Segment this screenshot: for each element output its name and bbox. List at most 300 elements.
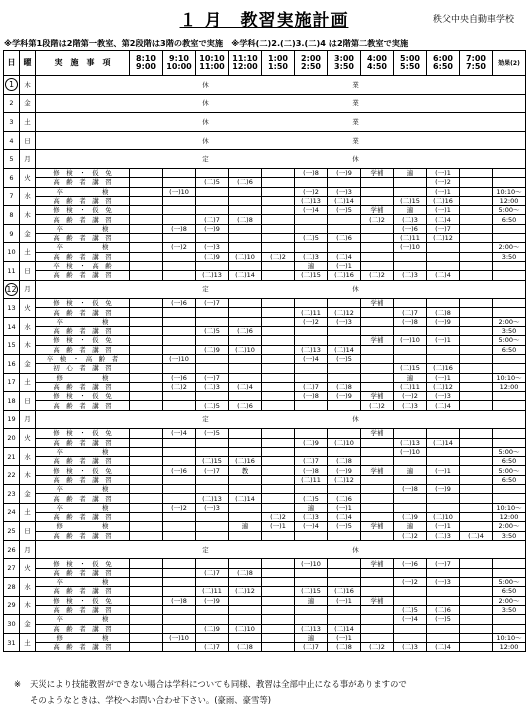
slot-cell: (二)6 (229, 401, 262, 410)
slot-cell: (二)6 (229, 327, 262, 336)
effect-cell (493, 429, 526, 438)
slot-cell (130, 243, 163, 252)
slot-cell (196, 308, 229, 317)
slot-cell: (一)5 (328, 354, 361, 363)
weekday: 月 (20, 540, 36, 559)
slot-cell: (二)4 (328, 252, 361, 261)
slot-cell (394, 429, 427, 438)
slot-cell (262, 559, 295, 568)
effect-cell (493, 299, 526, 308)
header-weekday: 曜 (20, 51, 36, 76)
slot-cell (460, 354, 493, 363)
slot-cell (295, 178, 328, 187)
slot-cell (163, 206, 196, 215)
schedule-row (4, 643, 526, 652)
slot-cell (229, 485, 262, 494)
item-label: 卒 検 (36, 615, 130, 624)
slot-cell (295, 327, 328, 336)
slot-cell (262, 587, 295, 596)
schedule-row (4, 522, 526, 531)
slot-cell (196, 187, 229, 196)
slot-cell (394, 252, 427, 261)
slot-cell: (一)10 (295, 559, 328, 568)
school-name: 秩父中央自動車学校 (432, 15, 514, 25)
effect-cell (493, 354, 526, 363)
slot-cell (361, 252, 394, 261)
slot-cell (163, 512, 196, 521)
slot-cell (460, 578, 493, 587)
effect-cell (493, 568, 526, 577)
slot-cell (229, 299, 262, 308)
item-label: 高 齢 者 講 習 (36, 215, 130, 224)
item-label: 高 齢 者 講 習 (36, 568, 130, 577)
holiday-label-b: 業 (352, 80, 359, 89)
slot-cell (163, 168, 196, 177)
slot-cell (460, 234, 493, 243)
slot-cell (130, 215, 163, 224)
weekday: 木 (20, 76, 36, 95)
slot-cell (262, 206, 295, 215)
effect-cell: 12:00 (493, 512, 526, 521)
slot-cell: 学補 (361, 299, 394, 308)
slot-cell (262, 475, 295, 484)
slot-cell: (一)1 (427, 522, 460, 531)
slot-cell (460, 317, 493, 326)
slot-cell (295, 224, 328, 233)
day-row (4, 280, 526, 299)
item-label: 修 検 ・ 仮 免 (36, 429, 130, 438)
slot-cell: (一)2 (163, 503, 196, 512)
slot-cell (460, 373, 493, 382)
slot-cell: (一)4 (295, 354, 328, 363)
schedule-row (4, 596, 526, 605)
slot-cell (130, 271, 163, 280)
slot-cell (130, 503, 163, 512)
day-number: 30 (4, 615, 20, 634)
slot-cell (262, 624, 295, 633)
schedule-row (4, 261, 526, 270)
slot-cell (427, 633, 460, 642)
slot-cell: 適 (394, 466, 427, 475)
slot-cell: (一)7 (196, 466, 229, 475)
slot-cell (196, 336, 229, 345)
schedule-row (4, 168, 526, 177)
slot-cell (163, 485, 196, 494)
slot-cell (196, 447, 229, 456)
holiday-label-b: 休 (352, 415, 359, 424)
item-label: 修 検 ・ 仮 免 (36, 596, 130, 605)
day-number: 4 (4, 131, 20, 150)
slot-cell: (一)8 (295, 466, 328, 475)
slot-cell (229, 224, 262, 233)
slot-cell (196, 317, 229, 326)
slot-cell (361, 438, 394, 447)
slot-cell (394, 345, 427, 354)
slot-cell (229, 503, 262, 512)
slot-cell (163, 215, 196, 224)
slot-cell (427, 327, 460, 336)
weekday: 日 (20, 261, 36, 280)
slot-cell (196, 475, 229, 484)
slot-cell (229, 317, 262, 326)
slot-cell (262, 317, 295, 326)
slot-cell: (二)7 (295, 382, 328, 391)
header-time: 8:10 9:00 (130, 51, 163, 76)
slot-cell (394, 587, 427, 596)
slot-cell: (一)2 (163, 243, 196, 252)
slot-cell (460, 336, 493, 345)
header-effect: 効果(2) (493, 51, 526, 76)
slot-cell (295, 401, 328, 410)
effect-cell (493, 364, 526, 373)
holiday-label-a: 休 (202, 80, 209, 89)
weekday: 土 (20, 113, 36, 132)
slot-cell (328, 605, 361, 614)
slot-cell: (二)2 (361, 215, 394, 224)
slot-cell (361, 485, 394, 494)
schedule-row (4, 234, 526, 243)
slot-cell: (二)9 (394, 512, 427, 521)
slot-cell: (一)4 (295, 206, 328, 215)
slot-cell (394, 327, 427, 336)
slot-cell: 適 (229, 522, 262, 531)
slot-cell: (二)15 (295, 587, 328, 596)
holiday-label-a: 定 (202, 155, 209, 164)
slot-cell (361, 624, 394, 633)
slot-cell (328, 447, 361, 456)
slot-cell (394, 178, 427, 187)
holiday-cell (36, 131, 526, 150)
slot-cell (361, 234, 394, 243)
item-label: 高 齢 者 講 習 (36, 643, 130, 652)
item-label: 卒 検 (36, 447, 130, 456)
holiday-label-a: 休 (202, 117, 209, 126)
schedule-row (4, 475, 526, 484)
slot-cell: (二)3 (394, 401, 427, 410)
slot-cell (262, 447, 295, 456)
slot-cell: (二)14 (229, 494, 262, 503)
day-number: 6 (4, 168, 20, 187)
slot-cell: (二)10 (229, 624, 262, 633)
slot-cell: (一)5 (196, 429, 229, 438)
slot-cell (196, 168, 229, 177)
item-label: 修 検 ・ 仮 免 (36, 336, 130, 345)
effect-cell (493, 494, 526, 503)
slot-cell (460, 345, 493, 354)
slot-cell (262, 578, 295, 587)
slot-cell (328, 299, 361, 308)
slot-cell (163, 178, 196, 187)
effect-cell (493, 224, 526, 233)
slot-cell: (一)1 (328, 503, 361, 512)
slot-cell: (二)10 (229, 252, 262, 261)
slot-cell (361, 531, 394, 540)
slot-cell: (二)12 (427, 382, 460, 391)
item-label: 卒 検 (36, 187, 130, 196)
day-number (4, 76, 20, 95)
slot-cell (427, 243, 460, 252)
slot-cell: (二)4 (427, 401, 460, 410)
schedule-row (4, 615, 526, 624)
slot-cell: (二)7 (295, 643, 328, 652)
day-number (4, 280, 20, 299)
item-label: 高 齢 者 講 習 (36, 327, 130, 336)
item-label: 高 齢 者 講 習 (36, 587, 130, 596)
slot-cell (196, 196, 229, 205)
day-circle: 12 (6, 284, 17, 294)
slot-cell (163, 345, 196, 354)
item-label: 修 検 ・ 仮 免 (36, 206, 130, 215)
holiday-label-a: 定 (202, 285, 209, 294)
slot-cell: (二)14 (427, 438, 460, 447)
slot-cell (427, 345, 460, 354)
item-label: 高 齢 者 講 習 (36, 605, 130, 614)
slot-cell (163, 457, 196, 466)
slot-cell (460, 299, 493, 308)
slot-cell: (二)4 (427, 643, 460, 652)
slot-cell (361, 196, 394, 205)
slot-cell: (二)3 (196, 382, 229, 391)
slot-cell (295, 429, 328, 438)
holiday-cell (36, 410, 526, 429)
slot-cell (196, 364, 229, 373)
slot-cell: (二)8 (328, 382, 361, 391)
header-time: 10:10 11:00 (196, 51, 229, 76)
slot-cell (163, 308, 196, 317)
effect-cell: 10:10〜 (493, 633, 526, 642)
slot-cell (196, 578, 229, 587)
slot-cell (163, 587, 196, 596)
slot-cell (262, 168, 295, 177)
slot-cell (229, 243, 262, 252)
effect-cell: 2:00〜 (493, 596, 526, 605)
schedule-row (4, 559, 526, 568)
day-number: 19 (4, 410, 20, 429)
slot-cell: (一)1 (328, 261, 361, 270)
slot-cell (130, 299, 163, 308)
slot-cell (460, 559, 493, 568)
slot-cell (361, 475, 394, 484)
slot-cell (427, 568, 460, 577)
effect-cell: 6:50 (493, 587, 526, 596)
schedule-row (4, 178, 526, 187)
slot-cell: (二)3 (295, 512, 328, 521)
holiday-label-b: 休 (352, 285, 359, 294)
item-label: 修 検 ・ 仮 免 (36, 168, 130, 177)
effect-cell: 2:00〜 (493, 522, 526, 531)
slot-cell (361, 605, 394, 614)
slot-cell (460, 308, 493, 317)
slot-cell: (二)3 (394, 215, 427, 224)
slot-cell (262, 243, 295, 252)
slot-cell (295, 364, 328, 373)
slot-cell: (一)7 (427, 224, 460, 233)
weekday: 金 (20, 94, 36, 113)
slot-cell: (一)3 (196, 503, 229, 512)
slot-cell (163, 336, 196, 345)
weekday: 日 (20, 131, 36, 150)
slot-cell: (一)5 (328, 206, 361, 215)
slot-cell (130, 457, 163, 466)
header-time: 5:00 5:50 (394, 51, 427, 76)
slot-cell (262, 615, 295, 624)
item-label: 卒 検 (36, 224, 130, 233)
day-number: 24 (4, 503, 20, 522)
slot-cell (361, 587, 394, 596)
weekday: 金 (20, 615, 36, 634)
slot-cell (196, 559, 229, 568)
header-time: 7:00 7:50 (460, 51, 493, 76)
slot-cell: (二)6 (328, 494, 361, 503)
schedule-row (4, 317, 526, 326)
slot-cell (130, 196, 163, 205)
slot-cell: (二)10 (229, 345, 262, 354)
slot-cell (262, 494, 295, 503)
slot-cell (229, 429, 262, 438)
slot-cell (460, 327, 493, 336)
slot-cell (361, 308, 394, 317)
slot-cell (427, 475, 460, 484)
weekday: 木 (20, 336, 36, 355)
slot-cell (262, 354, 295, 363)
schedule-row (4, 401, 526, 410)
slot-cell: (二)5 (295, 234, 328, 243)
schedule-row (4, 345, 526, 354)
effect-cell: 5:00〜 (493, 336, 526, 345)
slot-cell (295, 215, 328, 224)
slot-cell: (二)13 (295, 196, 328, 205)
slot-cell (460, 522, 493, 531)
slot-cell: (一)1 (427, 373, 460, 382)
slot-cell (196, 615, 229, 624)
slot-cell: (一)9 (427, 317, 460, 326)
slot-cell (328, 559, 361, 568)
slot-cell: (一)2 (295, 187, 328, 196)
slot-cell (163, 615, 196, 624)
slot-cell (361, 578, 394, 587)
slot-cell: (二)12 (328, 308, 361, 317)
slot-cell: (二)13 (196, 494, 229, 503)
slot-cell (262, 429, 295, 438)
effect-cell (493, 401, 526, 410)
weekday: 火 (20, 559, 36, 578)
slot-cell (262, 568, 295, 577)
slot-cell (130, 261, 163, 270)
holiday-label-b: 業 (352, 117, 359, 126)
slot-cell (130, 587, 163, 596)
effect-cell: 3:50 (493, 605, 526, 614)
slot-cell: (二)7 (196, 215, 229, 224)
slot-cell: (二)15 (295, 271, 328, 280)
effect-cell: 3:50 (493, 252, 526, 261)
slot-cell: (一)1 (427, 466, 460, 475)
slot-cell (262, 187, 295, 196)
effect-cell (493, 234, 526, 243)
effect-cell: 6:50 (493, 457, 526, 466)
holiday-cell (36, 113, 526, 132)
slot-cell (460, 438, 493, 447)
weekday: 木 (20, 466, 36, 485)
slot-cell: (二)16 (427, 196, 460, 205)
slot-cell (163, 559, 196, 568)
slot-cell (163, 234, 196, 243)
effect-cell: 5:00〜 (493, 206, 526, 215)
slot-cell (295, 531, 328, 540)
header-day: 日 (4, 51, 20, 76)
slot-cell (130, 317, 163, 326)
slot-cell: (二)2 (361, 271, 394, 280)
weekday: 木 (20, 596, 36, 615)
slot-cell: (二)14 (328, 345, 361, 354)
effect-cell (493, 559, 526, 568)
slot-cell: (二)11 (394, 382, 427, 391)
item-label: 高 齢 者 講 習 (36, 457, 130, 466)
schedule-row (4, 187, 526, 196)
slot-cell: (一)5 (328, 522, 361, 531)
slot-cell (262, 196, 295, 205)
slot-cell: (一)9 (196, 596, 229, 605)
slot-cell (130, 605, 163, 614)
slot-cell (163, 624, 196, 633)
effect-cell: 10:10〜 (493, 373, 526, 382)
slot-cell: (二)3 (394, 271, 427, 280)
schedule-row (4, 336, 526, 345)
slot-cell: (二)14 (328, 624, 361, 633)
holiday-label-a: 定 (202, 415, 209, 424)
schedule-row (4, 224, 526, 233)
slot-cell: 学補 (361, 206, 394, 215)
slot-cell (361, 447, 394, 456)
slot-cell: 学補 (361, 336, 394, 345)
holiday-cell (36, 540, 526, 559)
day-number: 22 (4, 466, 20, 485)
slot-cell (229, 475, 262, 484)
item-label: 卒 検 (36, 485, 130, 494)
effect-cell: 5:00〜 (493, 466, 526, 475)
slot-cell (394, 624, 427, 633)
slot-cell: (二)10 (427, 512, 460, 521)
schedule-row (4, 354, 526, 363)
slot-cell (229, 438, 262, 447)
slot-cell (427, 447, 460, 456)
slot-cell (361, 457, 394, 466)
slot-cell (361, 503, 394, 512)
footer-line1: 天災により技能教習ができない場合は学科についても同様、教習は全部中止になる事がありますので (30, 679, 407, 689)
slot-cell (229, 187, 262, 196)
holiday-label-a: 定 (202, 545, 209, 554)
slot-cell (460, 196, 493, 205)
slot-cell (394, 633, 427, 642)
slot-cell (229, 531, 262, 540)
slot-cell: (一)6 (163, 299, 196, 308)
slot-cell (262, 605, 295, 614)
slot-cell (130, 168, 163, 177)
day-number: 14 (4, 317, 20, 336)
slot-cell (229, 559, 262, 568)
slot-cell: (一)1 (262, 522, 295, 531)
slot-cell (130, 466, 163, 475)
slot-cell (130, 633, 163, 642)
schedule-row (4, 252, 526, 261)
day-number: 27 (4, 559, 20, 578)
slot-cell (163, 475, 196, 484)
slot-cell: (一)1 (328, 633, 361, 642)
holiday-label-b: 休 (352, 545, 359, 554)
item-label: 高 齢 者 講 習 (36, 382, 130, 391)
slot-cell (130, 224, 163, 233)
slot-cell: (一)1 (427, 187, 460, 196)
slot-cell (130, 568, 163, 577)
